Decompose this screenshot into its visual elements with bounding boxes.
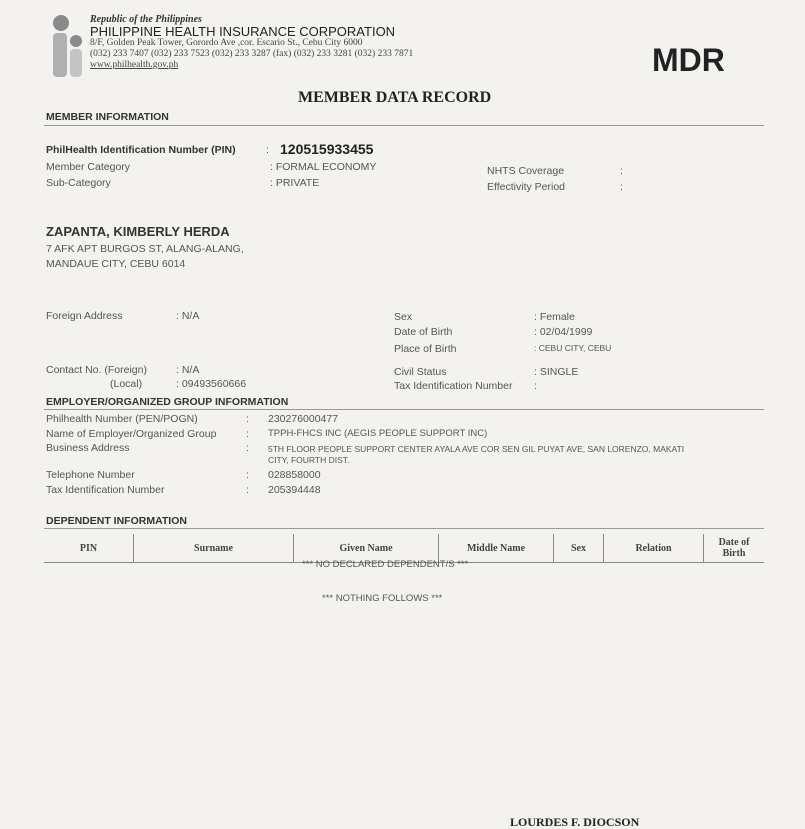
column-pin: PIN <box>44 534 134 563</box>
column-middle-name: Middle Name <box>439 534 554 563</box>
category-value: FORMAL ECONOMY <box>275 161 377 173</box>
website-link[interactable]: www.philhealth.gov.ph <box>90 60 179 70</box>
document-title: MEMBER DATA RECORD <box>298 89 492 106</box>
divider <box>44 528 764 529</box>
column-given-name: Given Name <box>294 534 439 563</box>
dob-value: 02/04/1999 <box>539 326 593 338</box>
employer-name-label: Name of Employer/Organized Group <box>46 428 217 440</box>
member-tin-label: Tax Identification Number <box>394 380 513 392</box>
nothing-follows-text: *** NOTHING FOLLOWS *** <box>322 593 443 604</box>
dependent-section-title: DEPENDENT INFORMATION <box>46 515 187 527</box>
effectivity-label: Effectivity Period <box>487 181 566 193</box>
signatory-name: LOURDES F. DIOCSON <box>510 815 640 829</box>
nhts-label: NHTS Coverage <box>487 165 565 177</box>
column-sex: Sex <box>554 534 604 563</box>
employer-tin-label: Tax Identification Number <box>46 484 165 496</box>
divider <box>44 125 764 126</box>
employer-tin-value: 205394448 <box>268 484 321 496</box>
subcategory-value: PRIVATE <box>275 177 320 189</box>
subcategory-label: Sub-Category <box>46 177 111 189</box>
civil-status-value: SINGLE <box>539 366 579 378</box>
contact-foreign-value: N/A <box>181 364 200 376</box>
category-label: Member Category <box>46 161 131 173</box>
pen-label: Philhealth Number (PEN/POGN) <box>46 413 198 425</box>
republic-text: Republic of the Philippines <box>90 14 202 25</box>
telephone-label: Telephone Number <box>46 469 135 481</box>
foreign-address-label: Foreign Address <box>46 310 123 322</box>
member-name: ZAPANTA, KIMBERLY HERDA <box>46 224 230 239</box>
civil-status-label: Civil Status <box>394 366 447 378</box>
no-dependents-text: *** NO DECLARED DEPENDENT/S *** <box>302 559 469 570</box>
sex-value: Female <box>539 311 575 323</box>
pob-value: CEBU CITY, CEBU <box>538 343 612 353</box>
address-line-1: 7 AFK APT BURGOS ST, ALANG-ALANG, <box>46 243 244 255</box>
pob-label: Place of Birth <box>394 343 457 355</box>
pin-value: 120515933455 <box>280 141 374 157</box>
business-address-line-2: CITY, FOURTH DIST. <box>268 455 350 465</box>
telephone-value: 028858000 <box>268 469 321 481</box>
dob-label: Date of Birth <box>394 326 453 338</box>
column-relation: Relation <box>604 534 704 563</box>
philhealth-logo <box>48 14 88 78</box>
employer-section-title: EMPLOYER/ORGANIZED GROUP INFORMATION <box>46 396 289 408</box>
column-surname: Surname <box>134 534 294 563</box>
pen-value: 230276000477 <box>268 413 339 425</box>
sex-label: Sex <box>394 311 413 323</box>
business-address-label: Business Address <box>46 442 130 454</box>
corporation-phones: (032) 233 7407 (032) 233 7523 (032) 233 3287 (fax) (032) 233 3281 (032) 233 7871 <box>90 49 414 59</box>
business-address-line-1: 5TH FLOOR PEOPLE SUPPORT CENTER AYALA AVE COR SEN GIL PUYAT AVE, SAN LORENZO, MAKATI <box>268 444 685 454</box>
column-date-of-birth: Date of Birth <box>704 534 765 563</box>
member-data-record: Republic of the Philippines PHILIPPINE HEALTH INSURANCE CORPORATION 8/F, Golden Peak Tower, Gorordo Ave ,cor. Escario St., Cebu City 6000 (032) 233 7407 (032) 233 7523 (032) 233 3287 (fax) (032) 233 3281 (032) 233 7871 www.philhealth.gov.ph MDR MEMBER DATA RECORD MEMBER INFORMATION PhilHealth Identification Number (PIN) : 120515933455 Member Category : FORMAL ECONOMY Sub-Category : PRIVATE NHTS Coverage : Effectivity Period : ZAPANTA, KIMBERLY HERDA 7 AFK APT BURGOS ST, ALANG-ALANG, MANDAUE CITY, CEBU 6014 Foreign Address : N/A Sex : Female Date of Birth : 02/04/1999 Place of Birth : CEBU CITY, CEBU Contact No. (Foreign) : N/A (Local) : 09493560666 Civil Status : SINGLE Tax Identification Number : EMPLOYER/ORGANIZED GROUP INFORMATION Philhealth Number (PEN/POGN) : 230276000477 Name of Employer/Organized Group : TPPH-FHCS INC (AEGIS PEOPLE SUPPORT INC) Business Address : 5TH FLOOR PEOPLE SUPPORT CENTER AYALA AVE COR SEN GIL PUYAT AVE, SAN LORENZO, MAKATI CITY, FOURTH DIST. Telephone Number : 028858000 Tax Identification Number : 205394448 DEPENDENT INFORMATION PIN Surname Given Name Middle Name Sex Relation Date of Birth *** NO DECLARED DEPENDENT/S *** *** NOTHING FOLLOWS *** LOURDES F. DIOCSON <box>0 0 805 829</box>
employer-name-value: TPPH-FHCS INC (AEGIS PEOPLE SUPPORT INC) <box>268 428 488 439</box>
corporation-address: 8/F, Golden Peak Tower, Gorordo Ave ,cor. Escario St., Cebu City 6000 <box>90 38 363 48</box>
address-line-2: MANDAUE CITY, CEBU 6014 <box>46 258 186 270</box>
document-code: MDR <box>652 42 725 78</box>
corporation-name: PHILIPPINE HEALTH INSURANCE CORPORATION <box>90 24 396 39</box>
contact-local-value: 09493560666 <box>181 378 247 390</box>
pin-label: PhilHealth Identification Number (PIN) <box>46 144 236 156</box>
member-section-title: MEMBER INFORMATION <box>46 111 169 123</box>
divider <box>44 409 764 410</box>
contact-local-label: (Local) <box>110 378 143 390</box>
contact-foreign-label: Contact No. (Foreign) <box>46 364 147 376</box>
foreign-address-value: N/A <box>181 310 200 322</box>
